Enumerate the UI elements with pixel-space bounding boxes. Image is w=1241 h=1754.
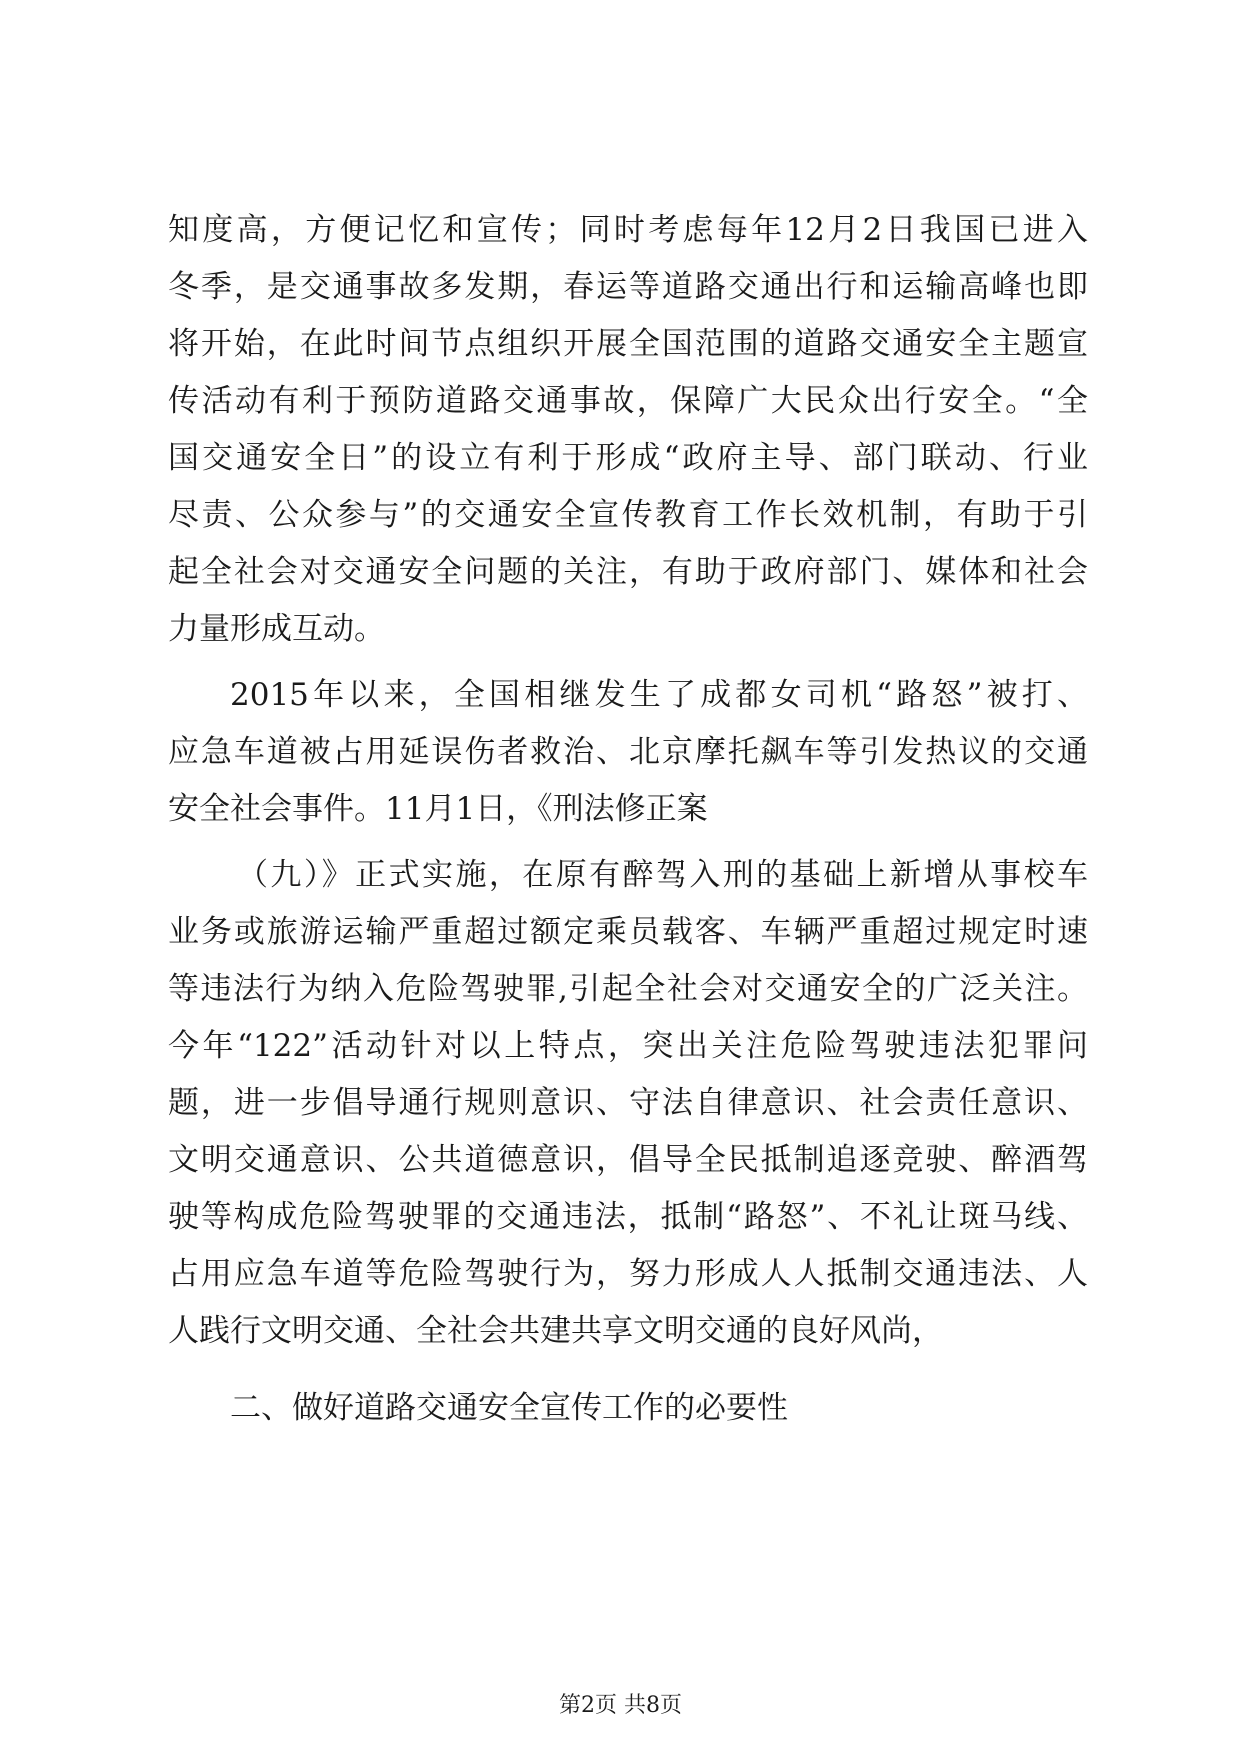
body-text-line: 知度高，方便记忆和宣传；同时考虑每年12月2日我国已进入 xyxy=(168,212,1088,248)
body-text-line: 驶等构成危险驾驶罪的交通违法，抵制“路怒”、不礼让斑马线、 xyxy=(168,1199,1088,1235)
body-text-line: 今年“122”活动针对以上特点，突出关注危险驾驶违法犯罪问 xyxy=(168,1028,1088,1064)
body-text-line: 2015年以来，全国相继发生了成都女司机“路怒”被打、 xyxy=(230,677,1088,713)
body-text-line: 等违法行为纳入危险驾驶罪,引起全社会对交通安全的广泛关注。 xyxy=(168,971,1088,1007)
body-text-line: 尽责、公众参与”的交通安全宣传教育工作长效机制，有助于引 xyxy=(168,497,1088,533)
body-text-line: 题，进一步倡导通行规则意识、守法自律意识、社会责任意识、 xyxy=(168,1085,1088,1121)
body-text-line: （九）》正式实施，在原有醉驾入刑的基础上新增从事校车 xyxy=(237,857,1088,893)
body-text-line: 人践行文明交通、全社会共建共享文明交通的良好风尚， xyxy=(168,1313,943,1349)
body-text-line: 起全社会对交通安全问题的关注，有助于政府部门、媒体和社会 xyxy=(168,554,1088,590)
page-number-footer: 第2页 共8页 xyxy=(559,1693,682,1718)
body-text-line: 力量形成互动。 xyxy=(168,611,385,647)
body-text-line: 文明交通意识、公共道德意识，倡导全民抵制追逐竞驶、醉酒驾 xyxy=(168,1142,1088,1178)
body-text-line: 应急车道被占用延误伤者救治、北京摩托飙车等引发热议的交通 xyxy=(168,734,1088,770)
body-text-line: 冬季，是交通事故多发期，春运等道路交通出行和运输高峰也即 xyxy=(168,269,1088,305)
body-text-line: 业务或旅游运输严重超过额定乘员载客、车辆严重超过规定时速 xyxy=(168,914,1088,950)
body-text-line: 安全社会事件。11月1日，《刑法修正案 xyxy=(168,791,708,827)
section-heading: 二、做好道路交通安全宣传工作的必要性 xyxy=(230,1390,788,1426)
body-text-line: 国交通安全日”的设立有利于形成“政府主导、部门联动、行业 xyxy=(168,440,1088,476)
body-text-line: 将开始，在此时间节点组织开展全国范围的道路交通安全主题宣 xyxy=(168,326,1088,362)
body-text-line: 传活动有利于预防道路交通事故，保障广大民众出行安全。“全 xyxy=(168,383,1088,419)
body-text-line: 占用应急车道等危险驾驶行为，努力形成人人抵制交通违法、人 xyxy=(168,1256,1088,1292)
